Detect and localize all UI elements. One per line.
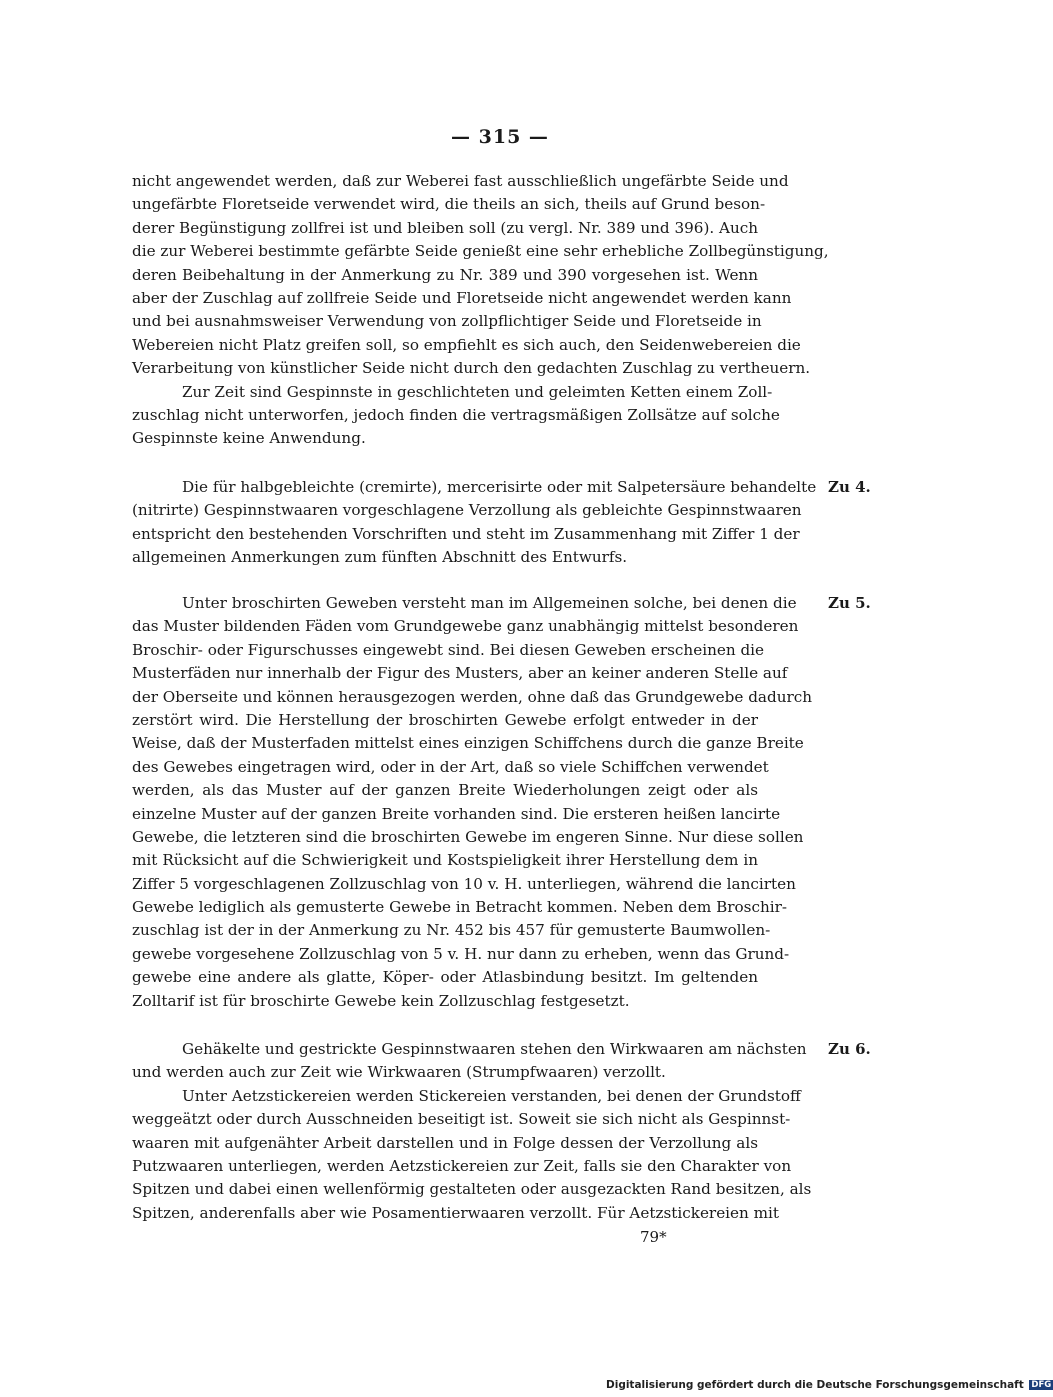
paragraph-zu-6 xyxy=(132,1038,812,1225)
margin-note-zu-5: Zu 5. xyxy=(828,594,871,612)
text-line: Weise, daß der Musterfaden mittelst eines einzigen Schiffchens durch die ganze Breite xyxy=(132,734,804,753)
text-line: Spitzen, anderenfalls aber wie Posamentierwaaren verzollt. Für Aetzstickereien mit xyxy=(132,1203,779,1222)
text-line: Gehäkelte und gestrickte Gespinnstwaaren stehen den Wirkwaaren am nächsten xyxy=(182,1040,807,1058)
text-line: nicht angewendet werden, daß zur Weberei fast ausschließlich ungefärbte Seide und xyxy=(132,172,789,190)
text-line: zerstört wird. Die Herstellung der broschirten Gewebe erfolgt entweder in der xyxy=(132,710,758,729)
text-line: und werden auch zur Zeit wie Wirkwaaren (Strumpfwaaren) verzollt. xyxy=(132,1063,666,1082)
text-line: deren Beibehaltung in der Anmerkung zu Nr. 389 und 390 vorgesehen ist. Wenn xyxy=(132,265,758,284)
text-line: entspricht den bestehenden Vorschriften und steht im Zusammenhang mit Ziffer 1 der xyxy=(132,524,800,543)
text-line: Die für halbgebleichte (cremirte), mercerisirte oder mit Salpetersäure behandelte xyxy=(182,478,817,496)
text-line: werden, als das Muster auf der ganzen Breite Wiederholungen zeigt oder als xyxy=(132,781,758,800)
text-line: Zolltarif ist für broschirte Gewebe kein Zollzuschlag festgesetzt. xyxy=(132,991,630,1010)
paragraph-zu-5 xyxy=(132,592,813,1013)
text-line: Zur Zeit sind Gespinnste in geschlichteten und geleimten Ketten einem Zoll- xyxy=(182,382,773,401)
margin-note-zu-4: Zu 4. xyxy=(828,478,871,496)
text-line: gewebe eine andere als glatte, Köper- oder Atlasbindung besitzt. Im geltenden xyxy=(132,968,758,987)
text-line: das Muster bildenden Fäden vom Grundgewebe ganz unabhängig mittelst besonderen xyxy=(132,617,799,636)
text-line: weggeätzt oder durch Ausschneiden beseitigt ist. Soweit sie sich nicht als Gespinnst- xyxy=(132,1110,791,1129)
signature-mark: 79* xyxy=(640,1228,667,1246)
text-line: gewebe vorgesehene Zollzuschlag von 5 v. H. nur dann zu erheben, wenn das Grund- xyxy=(132,944,790,963)
text-line: die zur Weberei bestimmte gefärbte Seide genießt eine sehr erhebliche Zollbegünstigung, xyxy=(132,242,829,261)
text-line: Gewebe lediglich als gemusterte Gewebe in Betracht kommen. Neben dem Broschir- xyxy=(132,898,788,917)
text-line: einzelne Muster auf der ganzen Breite vorhanden sind. Die ersteren heißen lancirte xyxy=(132,804,781,823)
text-line: allgemeinen Anmerkungen zum fünften Abschnitt des Entwurfs. xyxy=(132,548,628,567)
text-line: Gespinnste keine Anwendung. xyxy=(132,429,366,448)
text-line: zuschlag nicht unterworfen, jedoch finden die vertragsmäßigen Zollsätze auf solche xyxy=(132,405,780,424)
footer-credit-text: Digitalisierung gefördert durch die Deutsche Forschungsgemeinschaft xyxy=(606,1379,1024,1391)
text-line: aber der Zuschlag auf zollfreie Seide und Floretseide nicht angewendet werden kann xyxy=(132,288,792,307)
text-line: der Oberseite und können herausgezogen werden, ohne daß das Grundgewebe dadurch xyxy=(132,687,813,706)
text-line: (nitrirte) Gespinnstwaaren vorgeschlagene Verzollung als gebleichte Gespinnstwaaren xyxy=(132,501,802,520)
text-line: derer Begünstigung zollfrei ist und bleiben soll (zu vergl. Nr. 389 und 396). Auch xyxy=(132,218,759,237)
text-line: Musterfäden nur innerhalb der Figur des Musters, aber an keiner anderen Stelle auf xyxy=(132,664,788,683)
text-line: mit Rücksicht auf die Schwierigkeit und Kostspieligkeit ihrer Herstellung dem in xyxy=(132,851,758,870)
text-line: ungefärbte Floretseide verwendet wird, die theils an sich, theils auf Grund beson- xyxy=(132,195,766,214)
margin-note-zu-6: Zu 6. xyxy=(828,1040,871,1058)
text-line: Putzwaaren unterliegen, werden Aetzstickereien zur Zeit, falls sie den Charakter von xyxy=(132,1156,792,1175)
text-line: des Gewebes eingetragen wird, oder in der Art, daß so viele Schiffchen verwendet xyxy=(132,757,769,776)
dfg-logo-icon: DFG xyxy=(1031,1380,1052,1390)
paragraph-intro xyxy=(132,170,829,451)
text-line: Broschir- oder Figurschusses eingewebt sind. Bei diesen Geweben erscheinen die xyxy=(132,640,765,659)
text-line: Ziffer 5 vorgeschlagenen Zollzuschlag von 10 v. H. unterliegen, während die lancirten xyxy=(132,874,796,893)
page-number: — 315 — xyxy=(451,126,549,148)
text-line: zuschlag ist der in der Anmerkung zu Nr. 452 bis 457 für gemusterte Baumwollen- xyxy=(132,921,771,940)
paragraph-zu-4 xyxy=(132,476,817,570)
text-line: waaren mit aufgenähter Arbeit darstellen und in Folge dessen der Verzollung als xyxy=(132,1133,758,1152)
text-line: Verarbeitung von künstlicher Seide nicht durch den gedachten Zuschlag zu vertheuern. xyxy=(132,359,811,378)
text-line: Spitzen und dabei einen wellenförmig gestalteten oder ausgezackten Rand besitzen, als xyxy=(132,1180,812,1199)
text-line: Unter broschirten Geweben versteht man im Allgemeinen solche, bei denen die xyxy=(182,594,797,612)
text-line: Gewebe, die letzteren sind die broschirten Gewebe im engeren Sinne. Nur diese sollen xyxy=(132,827,804,846)
text-line: Webereien nicht Platz greifen soll, so empfiehlt es sich auch, den Seidenwebereien die xyxy=(132,335,801,354)
text-line: Unter Aetzstickereien werden Stickereien verstanden, bei denen der Grundstoff xyxy=(182,1086,801,1105)
text-line: und bei ausnahmsweiser Verwendung von zollpflichtiger Seide und Floretseide in xyxy=(132,312,762,331)
footer-credit xyxy=(606,1379,1053,1391)
